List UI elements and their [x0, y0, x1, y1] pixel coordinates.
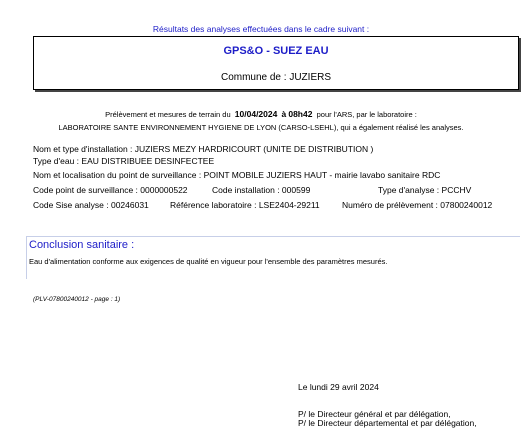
- signature-line-1: P/ le Directeur général et par délégation,: [298, 409, 451, 419]
- plv-reference: (PLV-07800240012 - page : 1): [33, 296, 121, 303]
- sampling-time: 08h42: [288, 109, 313, 119]
- sampling-prefix: Prélèvement et mesures de terrain du: [105, 110, 231, 119]
- analysis-type: Type d'analyse : PCCHV: [378, 185, 472, 195]
- organization-box: [33, 36, 519, 90]
- installation-code: Code installation : 000599: [212, 185, 311, 195]
- sampling-suffix: pour l'ARS, par le laboratoire :: [316, 110, 417, 119]
- sampling-at: à: [281, 109, 287, 119]
- surveillance-location-line: Nom et localisation du point de surveillance : POINT MOBILE JUZIERS HAUT - mairie lavabo sanitaire RDC: [33, 170, 441, 180]
- sise-code: Code Sise analyse : 00246031: [33, 200, 149, 210]
- laboratory-line: LABORATOIRE SANTE ENVIRONNEMENT HYGIENE DE LYON (CARSO-LSEHL), qui a également réalisé les analyses.: [58, 123, 464, 132]
- surveillance-code: Code point de surveillance : 0000000522: [33, 185, 188, 195]
- sample-number: Numéro de prélèvement : 07800240012: [342, 200, 493, 210]
- commune-name: Commune de : JUZIERS: [220, 72, 332, 83]
- installation-line: Nom et type d'installation : JUZIERS MEZY HARDRICOURT (UNITE DE DISTRIBUTION ): [33, 144, 374, 154]
- signature-date: Le lundi 29 avril 2024: [298, 382, 379, 392]
- conclusion-title: Conclusion sanitaire :: [29, 239, 135, 251]
- water-type-line: Type d'eau : EAU DISTRIBUEE DESINFECTEE: [33, 156, 215, 166]
- signature-line-2: P/ le Directeur départemental et par délégation,: [298, 418, 477, 428]
- report-header-title: Résultats des analyses effectuées dans le cadre suivant :: [152, 24, 370, 34]
- conclusion-text: Eau d'alimentation conforme aux exigences de qualité en vigueur pour l'ensemble des paramètres mesurés.: [29, 257, 388, 266]
- conclusion-box: [26, 236, 520, 279]
- organization-name: GPS&O - SUEZ EAU: [223, 45, 329, 57]
- sampling-info-line: [0, 109, 522, 119]
- sampling-date: 10/04/2024: [234, 109, 278, 119]
- lab-reference: Référence laboratoire : LSE2404-29211: [170, 200, 320, 210]
